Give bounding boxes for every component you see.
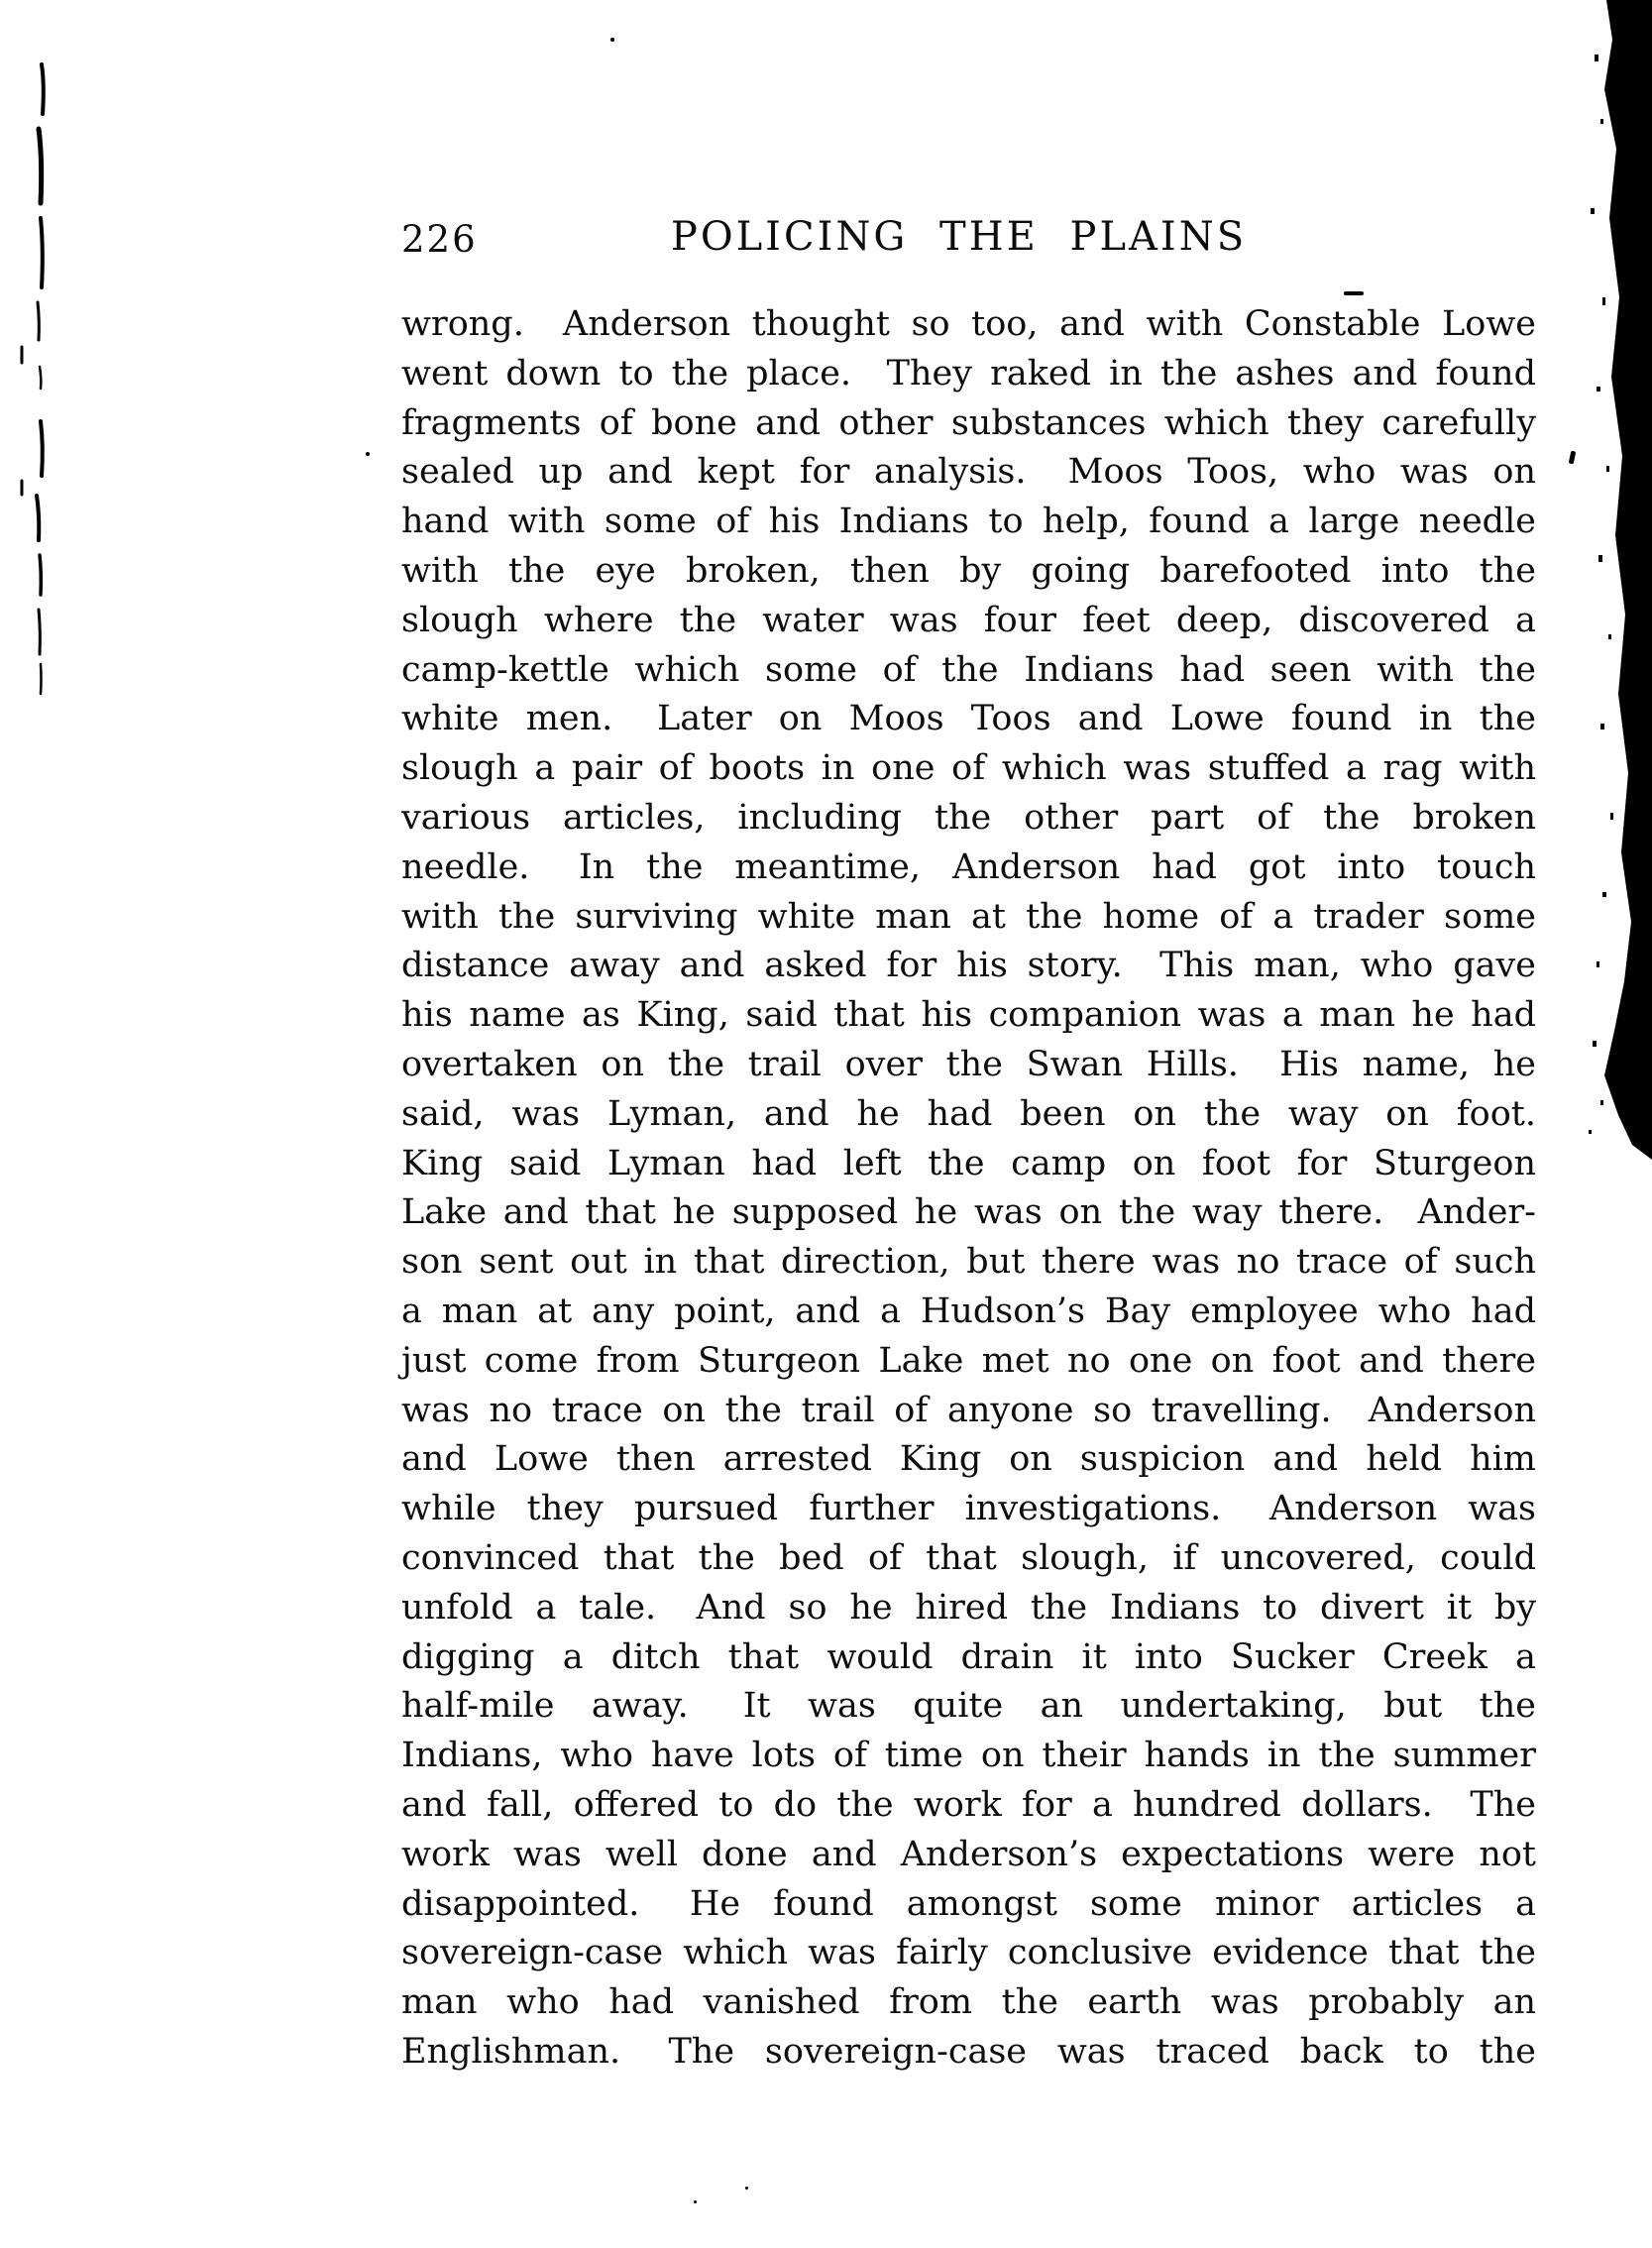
text-line: was no trace on the trail of anyone so travelling. Anderson — [401, 1390, 1536, 1430]
text-line: with the surviving white man at the home of a trader some — [401, 896, 1536, 937]
page-number: 226 — [401, 218, 478, 261]
page-title: POLICING THE PLAINS — [670, 214, 1248, 260]
text-line: said, was Lyman, and he had been on the way on foot. — [401, 1093, 1536, 1134]
text-line: various articles, including the other part of the broken — [401, 797, 1536, 838]
text-line: Indians, who have lots of time on their hands in the summer — [401, 1736, 1536, 1776]
text-line: slough where the water was four feet deep, discovered a — [401, 600, 1536, 640]
text-line: half-mile away. It was quite an undertaking, but the — [401, 1686, 1536, 1727]
text-line: just come from Sturgeon Lake met no one on foot and there — [401, 1340, 1536, 1381]
scan-artifact-speck — [610, 38, 614, 42]
text-line: hand with some of his Indians to help, found a large needle — [401, 502, 1536, 542]
text-line: his name as King, said that his companion was a man he had — [401, 995, 1536, 1036]
text-line: unfold a tale. And so he hired the Indians to divert it by — [401, 1587, 1536, 1628]
text-line: a man at any point, and a Hudson’s Bay employee who had — [401, 1291, 1536, 1331]
text-line: sovereign-case which was fairly conclusive evidence that the — [401, 1933, 1536, 1973]
text-line: distance away and asked for his story. This man, who gave — [401, 946, 1536, 986]
scan-artifact-speck — [745, 2187, 748, 2190]
text-line: convinced that the bed of that slough, if uncovered, could — [401, 1537, 1536, 1578]
text-line: King said Lyman had left the camp on foot for Sturgeon — [401, 1143, 1536, 1183]
text-line: Englishman. The sovereign-case was traced back to the — [401, 2031, 1536, 2072]
text-line: with the eye broken, then by going barefooted into the — [401, 550, 1536, 591]
text-line: man who had vanished from the earth was probably an — [401, 1982, 1536, 2023]
text-line: Lake and that he supposed he was on the way there. Ander- — [401, 1192, 1536, 1233]
text-line: work was well done and Anderson’s expectations were not — [401, 1834, 1536, 1874]
scan-artifact-speck — [694, 2200, 697, 2203]
text-line: sealed up and kept for analysis. Moos Toos, who was on — [401, 452, 1536, 493]
text-line: disappointed. He found amongst some minor articles a — [401, 1883, 1536, 1924]
text-line: white men. Later on Moos Toos and Lowe found in the — [401, 699, 1536, 739]
body-text — [401, 300, 1536, 2078]
text-line: needle. In the meantime, Anderson had got into touch — [401, 846, 1536, 887]
scan-artifact-dash — [1344, 291, 1364, 295]
text-line: overtaken on the trail over the Swan Hills. His name, he — [401, 1044, 1536, 1084]
text-line: son sent out in that direction, but there was no trace of such — [401, 1242, 1536, 1283]
scan-artifact-tick — [1569, 451, 1577, 465]
scan-artifact-right-band — [1583, 0, 1652, 1189]
text-line: while they pursued further investigations. Anderson was — [401, 1489, 1536, 1529]
text-line: and fall, offered to do the work for a hundred dollars. The — [401, 1784, 1536, 1825]
text-line: went down to the place. They raked in the ashes and found — [401, 353, 1536, 393]
scan-artifact-speck — [366, 452, 370, 456]
scan-artifact-left-strokes — [20, 55, 69, 709]
text-line: camp-kettle which some of the Indians had seen with the — [401, 649, 1536, 690]
text-line: digging a ditch that would drain it into Sucker Creek a — [401, 1636, 1536, 1677]
text-line: wrong. Anderson thought so too, and with Constable Lowe — [401, 304, 1536, 344]
text-line: slough a pair of boots in one of which was stuffed a rag with — [401, 748, 1536, 789]
text-line: and Lowe then arrested King on suspicion and held him — [401, 1439, 1536, 1480]
text-line: fragments of bone and other substances which they carefully — [401, 402, 1536, 443]
text-column — [401, 213, 1536, 2072]
page-header — [401, 213, 1536, 273]
